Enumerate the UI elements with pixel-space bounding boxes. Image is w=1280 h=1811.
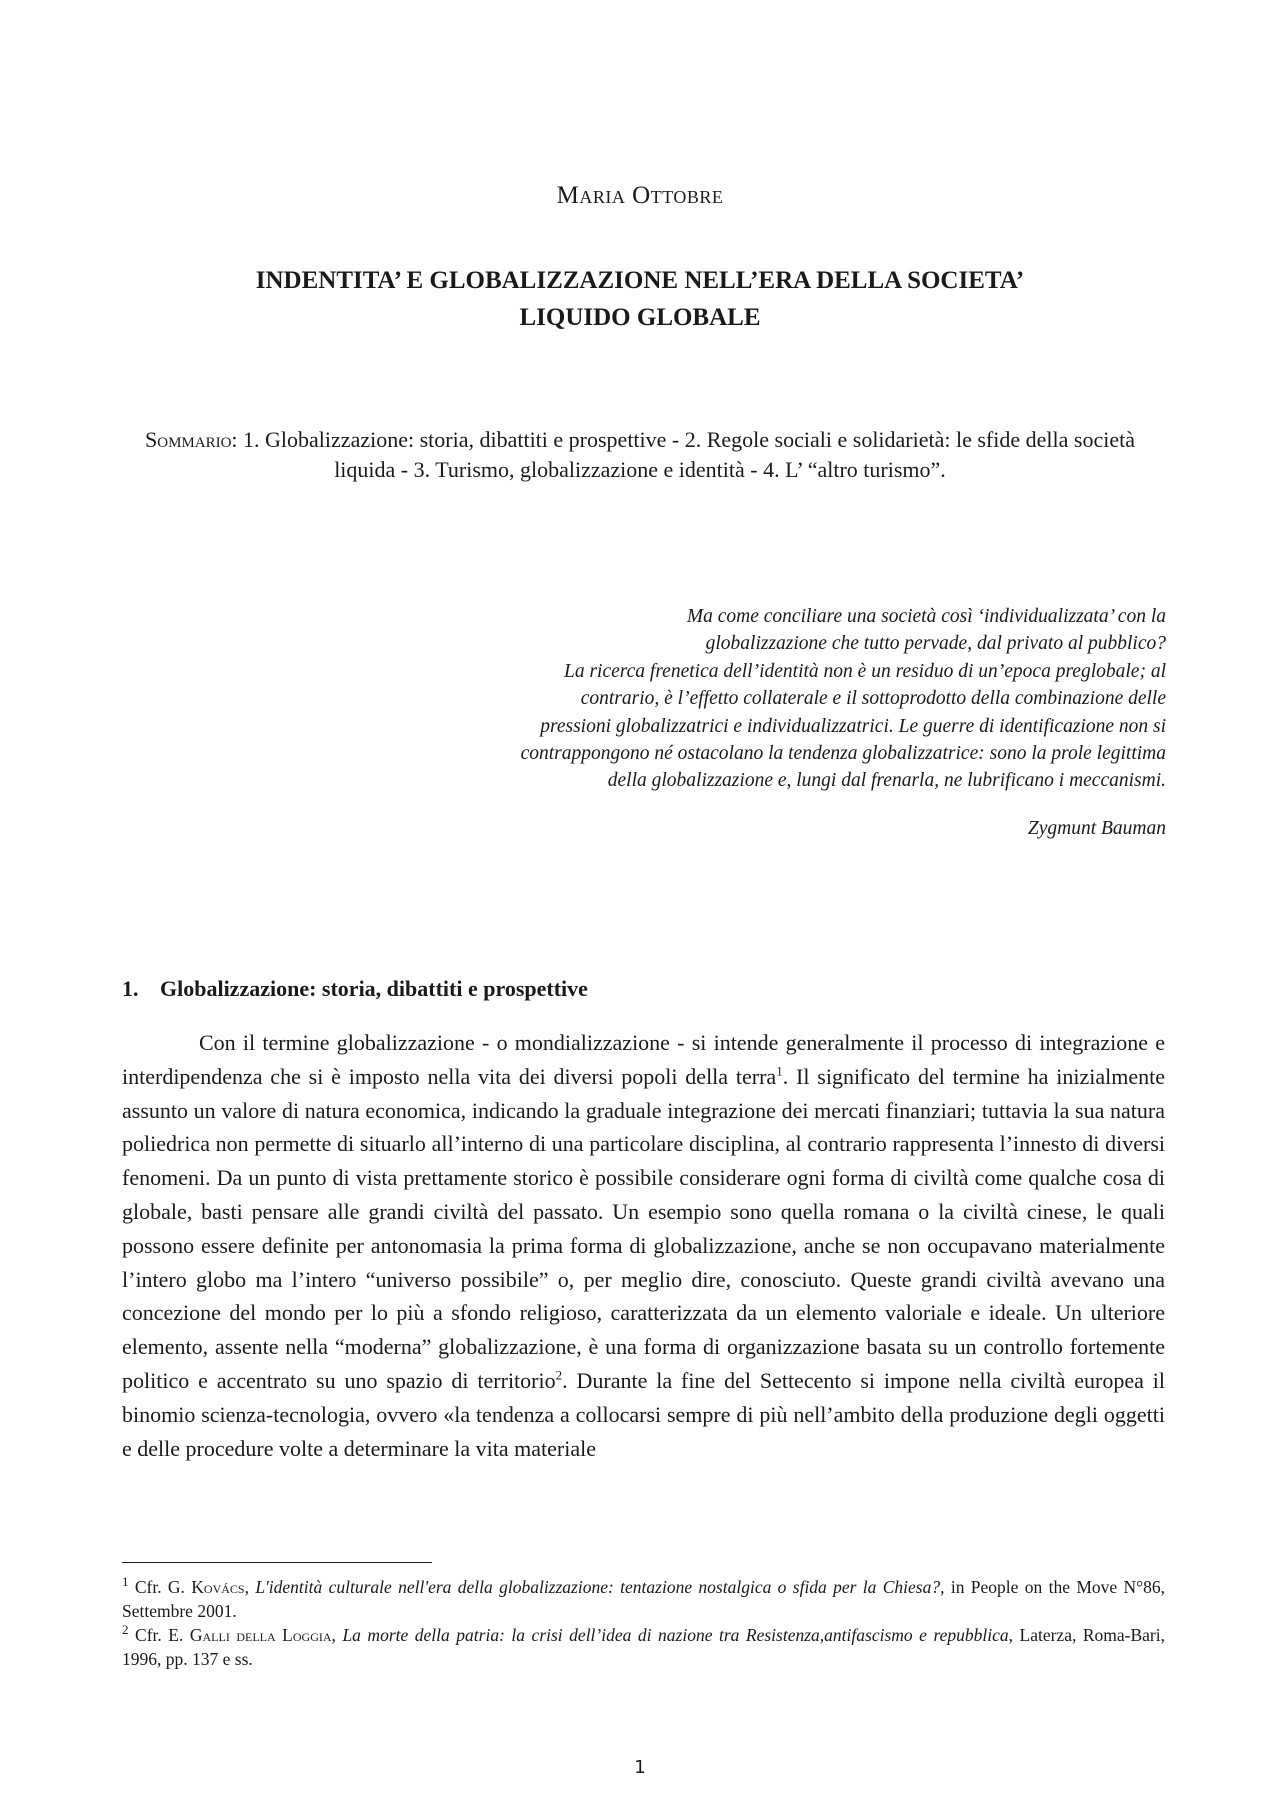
- epigraph-line: Ma come conciliare una società così ‘individualizzata’ con la: [686, 606, 1166, 627]
- footnote-author: Galli della Loggia: [189, 1625, 332, 1645]
- footnote-ref-1[interactable]: 1: [776, 1063, 783, 1079]
- body-text-part-3: . Durante la fine del Settecento si impone nella civiltà europea il binomio scienza-tecnologia, ovvero «la tendenza a collocarsi sempre di più nell’ambito della produzione degli oggetti e delle procedure volte a determinare la vita materiale: [122, 1367, 1166, 1461]
- epigraph-line: globalizzazione che tutto pervade, dal privato al pubblico?: [705, 633, 1166, 655]
- epigraph-line: contrappongono né ostacolano la tendenza globalizzatrice: sono la prole legittima: [520, 743, 1166, 765]
- body-paragraph: [122, 1026, 1165, 1465]
- author-name: Maria Ottobre: [556, 182, 724, 209]
- epigraph-line: contrario, è l’effetto collaterale e il sottoprodotto della combinazione delle: [580, 688, 1166, 710]
- footnote-ref-2[interactable]: 2: [555, 1367, 563, 1383]
- epigraph-attribution: Zygmunt Bauman: [1027, 817, 1166, 839]
- page-number: 1: [634, 1757, 646, 1778]
- footnote-2: [122, 1623, 1165, 1671]
- footnote-prefix: Cfr. G.: [128, 1577, 192, 1597]
- summary: [130, 425, 1150, 485]
- footnote-sep: ,: [331, 1625, 343, 1645]
- footnote-separator: [122, 1562, 432, 1563]
- epigraph: [300, 603, 1166, 842]
- section-title: Globalizzazione: storia, dibattiti e prospettive: [160, 976, 588, 1001]
- footnote-sep: ,: [244, 1577, 256, 1597]
- footnote-number: 1: [122, 1574, 129, 1590]
- title-line-1: INDENTITA’ E GLOBALIZZAZIONE NELL’ERA DELLA SOCIETA’: [255, 267, 1025, 294]
- section-heading: [122, 976, 588, 1002]
- footnote-prefix: Cfr. E.: [128, 1625, 190, 1645]
- summary-text: 1. Globalizzazione: storia, dibattiti e prospettive - 2. Regole sociali e solidarietà: le sfide della società liquida - 3. Turismo, globalizzazione e identità - 4. L’ “altro turismo”.: [237, 427, 1135, 482]
- epigraph-line: pressioni globalizzatrici e individualizzatrici. Le guerre di identificazione non si: [540, 715, 1166, 737]
- title-line-2: LIQUIDO GLOBALE: [519, 304, 761, 331]
- article-title: [120, 262, 1160, 336]
- footnote-1: [122, 1575, 1165, 1623]
- footnote-rest: , Laterza, Roma-Bari, 1996, pp. 137 e ss.: [122, 1625, 1165, 1669]
- body-text-part-1: Con il termine globalizzazione - o mondializzazione - si intende generalmente il processo di integrazione e interdipendenza che si è imposto nella vita dei diversi popoli della terra: [122, 1030, 1165, 1089]
- summary-label: Sommario:: [145, 427, 238, 452]
- footnotes: [122, 1575, 1165, 1671]
- footnote-author: Kovács: [191, 1577, 245, 1597]
- body-text-part-2: . Il significato del termine ha inizialmente assunto un valore di natura economica, indicando la graduale integrazione dei mercati finanziari; tuttavia la sua natura poliedrica non permette di situarlo all’interno di una particolare disciplina, al contrario rappresenta l’innesto di diversi fenomeni. Da un punto di vista prettamente storico è possibile considerare ogni forma di civiltà come qualche cosa di globale, basti pensare alle grandi civiltà del passato. Un esempio sono quella romana o la civiltà cinese, le quali possono essere definite per antonomasia la prima forma di globalizzazione, anche se non occupavano materialmente l’intero globo ma l’intero “universo possibile” o, per meglio dire, conosciuto. Queste grandi civiltà avevano una concezione del mondo per lo più a sfondo religioso, caratterizzata da un elemento valoriale e ideale. Un ulteriore elemento, assente nella “moderna” globalizzazione, è una forma di organizzazione basata su un controllo fortemente politico e accentrato su uno spazio di territorio: [122, 1063, 1165, 1393]
- epigraph-line: La ricerca frenetica dell’identità non è un residuo di un’epoca preglobale; al: [563, 660, 1166, 682]
- footnote-title: La morte della patria: la crisi dell’idea di nazione tra Resistenza,antifascismo e repubblica: [342, 1625, 1009, 1645]
- footnote-rest: in People on the Move N°86, Settembre 2001.: [122, 1577, 1165, 1621]
- footnote-number: 2: [122, 1622, 129, 1638]
- epigraph-line: della globalizzazione e, lungi dal frenarla, ne lubrificano i meccanismi.: [607, 770, 1166, 792]
- footnote-title: L'identità culturale nell'era della globalizzazione: tentazione nostalgica o sfida per la Chiesa?,: [255, 1577, 945, 1597]
- section-number: 1.: [122, 976, 139, 1001]
